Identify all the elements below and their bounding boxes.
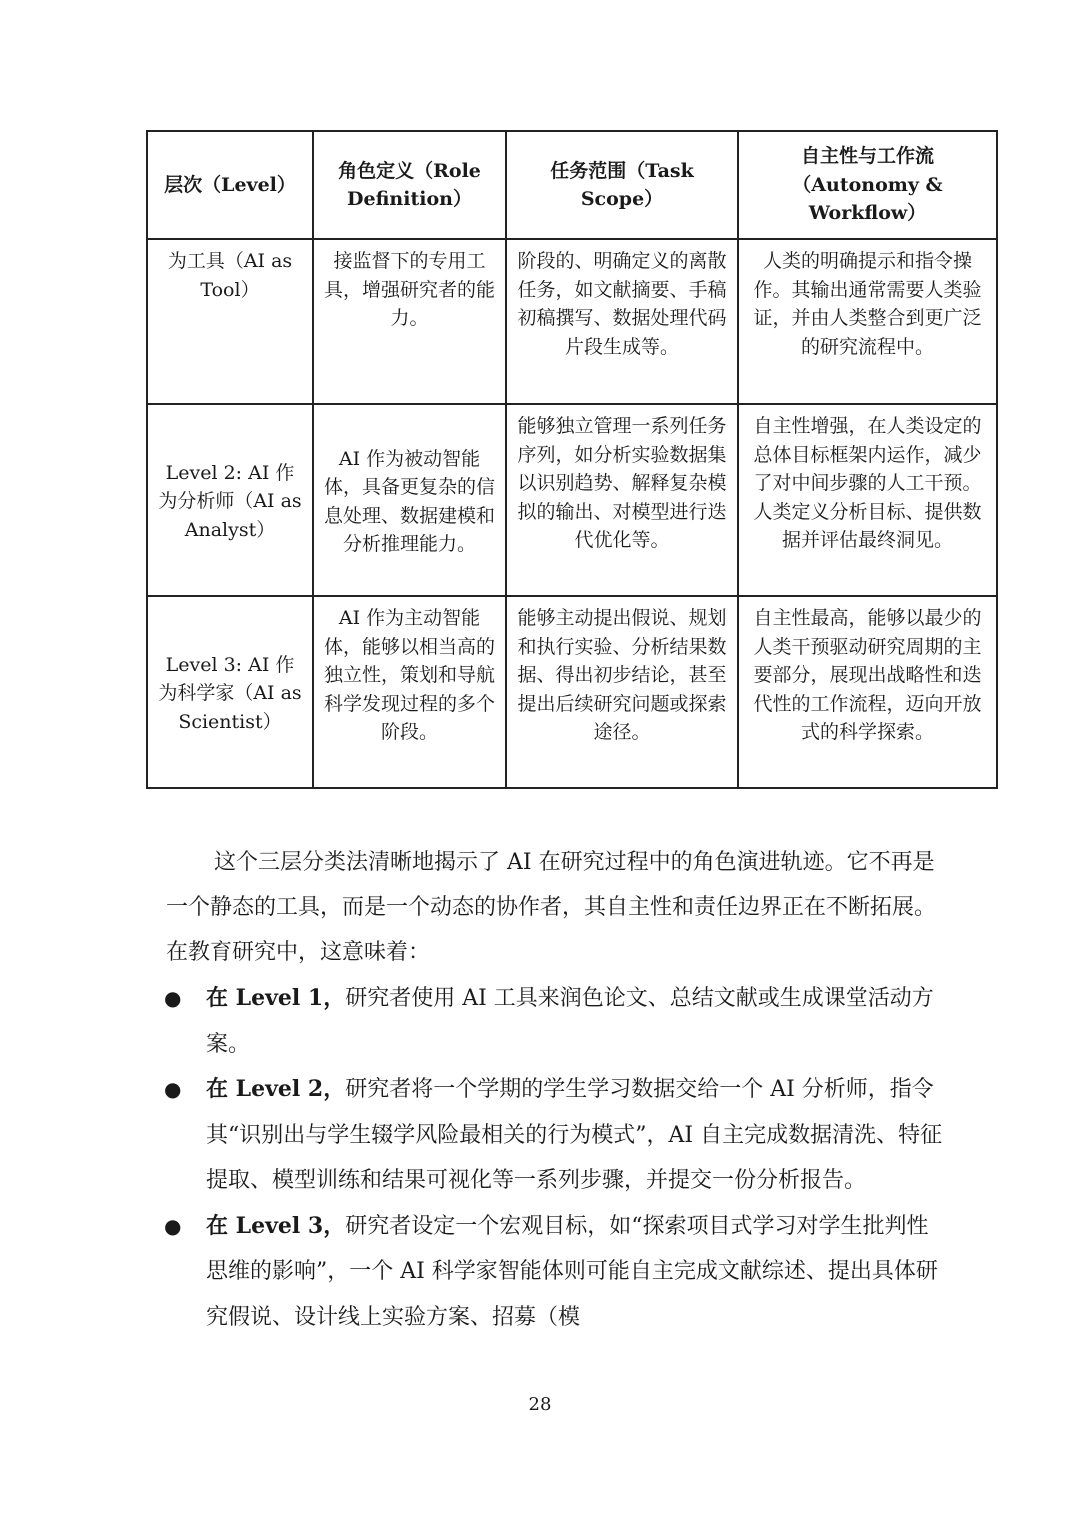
cell-role: 接监督下的专用工具，增强研究者的能力。 [313, 239, 506, 404]
table-row [147, 404, 997, 596]
bullet-lead: 在 Level 2， [206, 1076, 346, 1102]
bullet-icon: ● [164, 986, 182, 1010]
cell-scope: 能够独立管理一系列任务序列，如分析实验数据集以识别趋势、解释复杂模拟的输出、对模型进行迭代优化等。 [506, 404, 738, 596]
body-paragraph: 这个三层分类法清晰地揭示了 AI 在研究过程中的角色演进轨迹。它不再是一个静态的工具，而是一个动态的协作者，其自主性和责任边界正在不断拓展。在教育研究中，这意味着： [166, 850, 937, 965]
cell-role: AI 作为主动智能体，能够以相当高的独立性，策划和导航科学发现过程的多个阶段。 [313, 596, 506, 788]
cell-role: AI 作为被动智能体，具备更复杂的信息处理、数据建模和分析推理能力。 [313, 404, 506, 596]
cell-level: Level 2: AI 作为分析师（AI as Analyst） [147, 404, 313, 596]
ai-levels-table [146, 130, 998, 789]
table-header-row [147, 131, 997, 239]
header-scope: 任务范围（Task Scope） [506, 131, 738, 239]
header-role: 角色定义（Role Definition） [313, 131, 506, 239]
bullet-list [160, 976, 950, 1340]
bullet-text: 研究者将一个学期的学生学习数据交给一个 AI 分析师，指令其“识别出与学生辍学风险最相关的行为模式”，AI 自主完成数据清洗、特征提取、模型训练和结果可视化等一系列步骤，并提交一份分析报告。 [206, 1077, 943, 1193]
list-item [160, 976, 950, 1067]
header-level: 层次（Level） [147, 131, 313, 239]
bullet-text: 研究者使用 AI 工具来润色论文、总结文献或生成课堂活动方案。 [206, 986, 934, 1057]
bullet-text: 研究者设定一个宏观目标，如“探索项目式学习对学生批判性思维的影响”，一个 AI 科学家智能体则可能自主完成文献综述、提出具体研究假说、设计线上实验方案、招募（模 [206, 1213, 938, 1330]
table-row [147, 596, 997, 788]
cell-scope: 阶段的、明确定义的离散任务，如文献摘要、手稿初稿撰写、数据处理代码片段生成等。 [506, 239, 738, 404]
cell-autonomy: 人类的明确提示和指令操作。其输出通常需要人类验证，并由人类整合到更广泛的研究流程中。 [738, 239, 997, 404]
cell-level: Level 3: AI 作为科学家（AI as Scientist） [147, 596, 313, 788]
cell-autonomy: 自主性增强，在人类设定的总体目标框架内运作，减少了对中间步骤的人工干预。人类定义分析目标、提供数据并评估最终洞见。 [738, 404, 997, 596]
cell-level: 为工具（AI as Tool） [147, 239, 313, 404]
bullet-icon: ● [164, 1077, 182, 1101]
bullet-icon: ● [164, 1213, 182, 1238]
cell-scope: 能够主动提出假说、规划和执行实验、分析结果数据、得出初步结论，甚至提出后续研究问题或探索途径。 [506, 596, 738, 788]
page-number: 28 [528, 1394, 552, 1415]
header-autonomy: 自主性与工作流（Autonomy & Workflow） [738, 131, 997, 239]
list-item [160, 1067, 950, 1204]
bullet-lead: 在 Level 1， [206, 985, 346, 1011]
list-item [160, 1204, 950, 1341]
table-row [147, 239, 997, 404]
bullet-lead: 在 Level 3， [206, 1212, 346, 1239]
cell-autonomy: 自主性最高，能够以最少的人类干预驱动研究周期的主要部分，展现出战略性和迭代性的工作流程，迈向开放式的科学探索。 [738, 596, 997, 788]
